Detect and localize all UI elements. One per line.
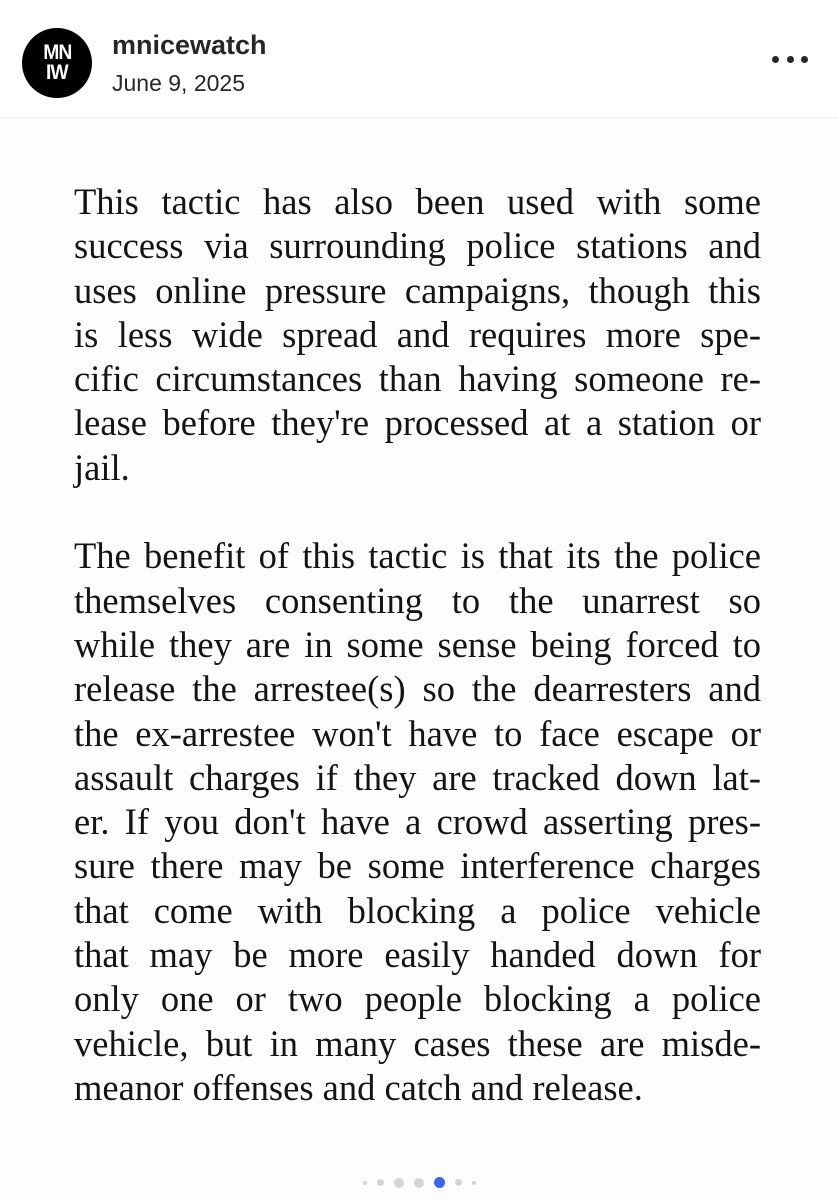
carousel-pagination <box>0 1177 838 1188</box>
pagination-dot <box>472 1181 476 1185</box>
text-line: sure there may be some interference charges <box>74 845 761 887</box>
post-date: June 9, 2025 <box>112 70 246 96</box>
profile-avatar[interactable] <box>22 28 92 98</box>
pagination-dot <box>455 1179 462 1186</box>
text-line: success via surrounding police stations and <box>74 225 761 267</box>
text-line: that come with blocking a police vehicle <box>74 889 761 931</box>
text-line: while they are in some sense being forced to <box>74 623 761 665</box>
text-line: lease before they're processed at a station or <box>74 402 761 444</box>
pagination-dot <box>363 1181 367 1185</box>
text-line: This tactic has also been used with some <box>74 181 761 222</box>
avatar-logo-top: MN <box>42 41 72 64</box>
text-line: the ex-arrestee won't have to face escape or <box>74 712 761 754</box>
pagination-dot <box>377 1179 384 1186</box>
text-line: vehicle, but in many cases these are misde- <box>74 1022 761 1064</box>
text-line: cific circumstances than having someone re- <box>74 358 761 400</box>
text-line: only one or two people blocking a police <box>74 978 761 1020</box>
text-line: meanor offenses and catch and release. <box>74 1066 643 1108</box>
text-line: The benefit of this tactic is that its the police <box>74 535 761 577</box>
post-image[interactable] <box>0 118 838 1200</box>
more-options-icon <box>787 56 794 63</box>
text-line: uses online pressure campaigns, though this <box>74 269 761 311</box>
text-line: jail. <box>74 446 130 488</box>
text-line: that may be more easily handed down for <box>74 934 761 976</box>
text-line: er. If you don't have a crowd asserting pres- <box>74 801 761 843</box>
more-options-icon <box>772 56 779 63</box>
pagination-dot <box>414 1178 424 1188</box>
avatar-logo-bottom: IW <box>46 61 68 84</box>
more-options-icon <box>801 56 808 63</box>
pagination-dot-active <box>434 1177 445 1188</box>
text-line: is less wide spread and requires more spe- <box>74 313 761 355</box>
post-header <box>0 0 838 118</box>
paragraph-gap <box>74 490 761 534</box>
text-line: release the arrestee(s) so the dearresters and <box>74 668 761 710</box>
username-link[interactable]: mnicewatch <box>112 30 267 60</box>
text-line: themselves consenting to the unarrest so <box>74 579 761 621</box>
paragraph <box>74 534 761 1110</box>
more-options-button[interactable] <box>772 44 808 74</box>
paragraph <box>74 180 761 490</box>
pagination-dot <box>394 1178 404 1188</box>
post-body-text <box>74 180 761 1110</box>
text-line: assault charges if they are tracked down lat- <box>74 756 761 798</box>
